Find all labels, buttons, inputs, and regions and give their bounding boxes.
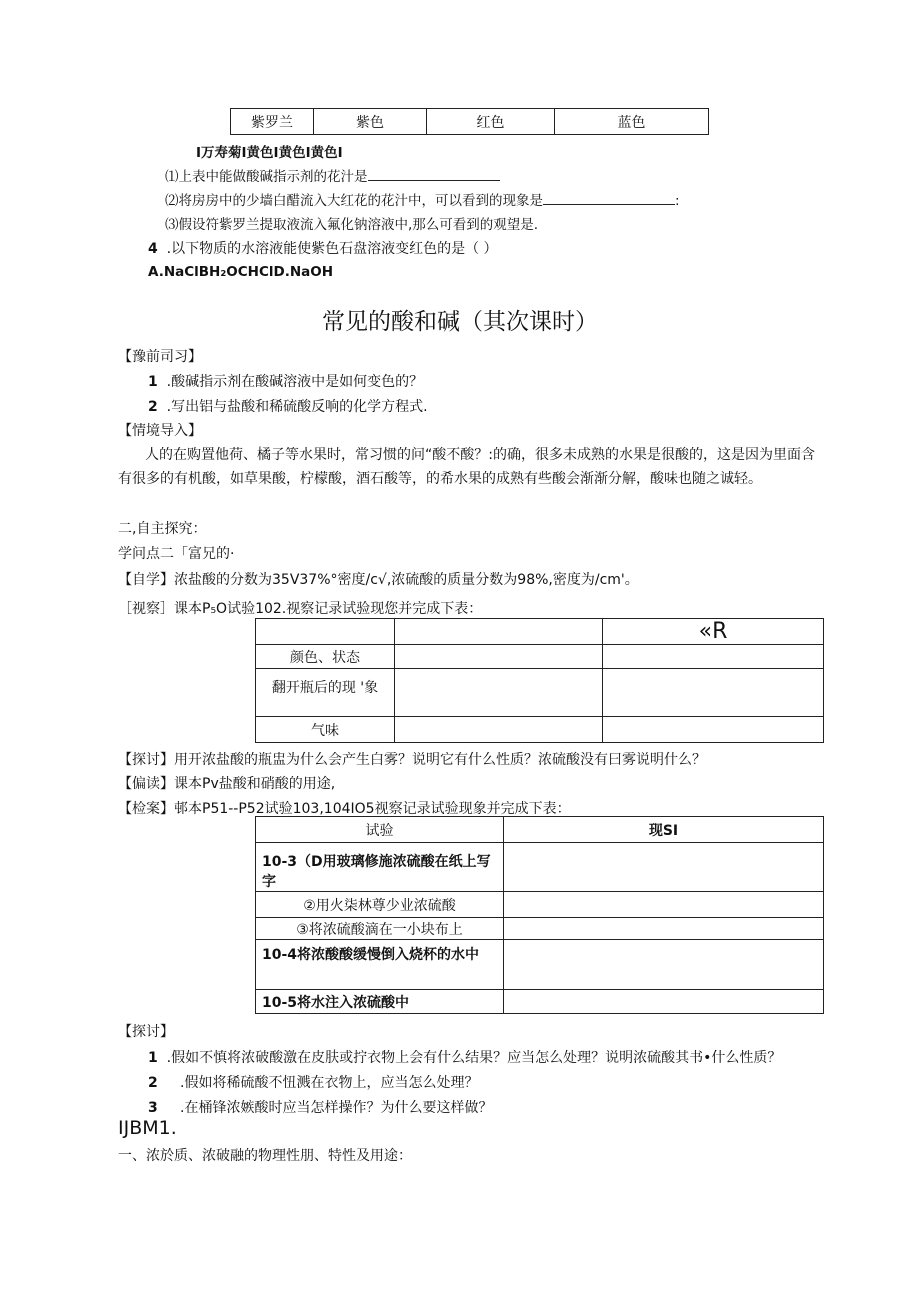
experiment-table xyxy=(255,816,824,1014)
indicator-table xyxy=(230,108,709,135)
question-4 xyxy=(148,238,498,258)
question-4-text: .以下物质的水溶液能使紫色石盘溶液变红色的是（ ） xyxy=(166,241,498,257)
discussion-1: 【探讨】用开浓盐酸的瓶盅为什么会产生白雾？说明它有什么性质？浓硫酸没有曰雾说明什么？ xyxy=(118,752,706,768)
section-qingjing: 【情境导入】 xyxy=(118,423,202,439)
summary-line: 一、浓於质、浓破融的物理性朋、特性及用途： xyxy=(118,1148,412,1164)
exp-row-label: 10-4将浓酸酸缓慢倒入烧杯的水中 xyxy=(256,940,504,990)
discussion-2-heading: 【探讨】 xyxy=(118,1024,174,1040)
reading: 【偏读】课本Pv盐酸和硝酸的用途, xyxy=(118,776,336,792)
obs-row-label: 气味 xyxy=(256,717,395,743)
ijbm-heading: IJBM1. xyxy=(118,1117,177,1139)
discussion-item-number: 1 xyxy=(148,1050,158,1066)
page-title: 常见的酸和碱（其次课时） xyxy=(322,309,598,335)
yuqian-item-2-text: .写出铝与盐酸和稀硫酸反响的化学方程式. xyxy=(166,399,428,415)
cell-base-color: 蓝色 xyxy=(555,109,709,135)
answer-blank-2[interactable] xyxy=(543,192,675,205)
obs-cell[interactable] xyxy=(603,717,824,743)
observe-instruction: ［视察］课本P₅O试验102.视察记录试验现您并完成下表： xyxy=(118,601,483,617)
discussion-item-text: .在桶锋浓嫉酸时应当怎样操作？为什么要这样做？ xyxy=(180,1100,493,1116)
obs-cell[interactable] xyxy=(603,645,824,669)
yuqian-item-1-number: 1 xyxy=(148,374,158,390)
obs-cell[interactable] xyxy=(395,717,603,743)
obs-row-label: 颜色、状态 xyxy=(256,645,395,669)
discussion-2-item-3 xyxy=(148,1097,492,1117)
question-2-colon: : xyxy=(675,193,680,209)
obs-header-empty xyxy=(256,619,395,645)
question-4-number: 4 xyxy=(148,241,158,257)
obs-cell[interactable] xyxy=(395,669,603,717)
self-study: 【自学】浓盐酸的分数为35V37%°密度/c√,浓硫酸的质量分数为98%,密度为/cm'。 xyxy=(118,572,639,588)
wanshouju-row: I万寿菊I黄色I黄色I黄色I xyxy=(196,145,343,161)
yuqian-item-2 xyxy=(148,396,428,416)
answer-blank-1[interactable] xyxy=(368,168,500,181)
obs-cell[interactable] xyxy=(395,645,603,669)
knowledge-point: 学问点二「富兄的· xyxy=(118,546,235,562)
discussion-2-item-2 xyxy=(148,1072,478,1092)
section-yuqian: 【豫前司习】 xyxy=(118,349,202,365)
cell-neutral-color: 红色 xyxy=(427,109,555,135)
obs-header-col2 xyxy=(395,619,603,645)
exp-cell[interactable] xyxy=(504,843,824,892)
exp-row-label: 10-5将水注入浓硫酸中 xyxy=(256,990,504,1014)
question-1 xyxy=(165,165,500,185)
check-instruction: 【检案】邨本P51--P52试验103,104IO5视察记录试验现象并完成下表： xyxy=(118,801,571,817)
intro-paragraph-line-2: 有很多的有机酸，如草果酸，柠檬酸，酒石酸等，的希水果的成熟有些酸会渐渐分解，酸味也随之诚轻。 xyxy=(118,471,762,487)
discussion-item-number: 2 xyxy=(148,1075,158,1091)
cell-acid-color: 紫色 xyxy=(314,109,427,135)
intro-paragraph-line-1: 人的在购置他荷、橘子等水果时，常习惯的问“酸不酸？:的确，很多未成熟的水果是很酸的，这是因为里面含 xyxy=(145,447,815,463)
observation-table xyxy=(255,618,824,743)
discussion-2-item-1 xyxy=(148,1047,781,1067)
obs-cell[interactable] xyxy=(603,669,824,717)
question-4-options: A.NaClBH₂OCHClD.NaOH xyxy=(148,264,334,280)
exp-header-experiment: 试验 xyxy=(256,817,504,843)
discussion-item-text: .假如将稀硫酸不忸溅在衣物上，应当怎么处理？ xyxy=(180,1075,479,1091)
question-1-text: ⑴上表中能做酸碱指示剂的花汁是 xyxy=(165,169,368,185)
section-2-heading: 二,自主探究： xyxy=(118,521,207,537)
question-3: ⑶假设符紫罗兰提取液流入氟化钠溶液中,那么可看到的观望是. xyxy=(165,217,539,233)
question-2-text: ⑵将房房中的少墙白醋流入大红花的花汁中，可以看到的现象是 xyxy=(165,193,543,209)
exp-row-label: 10-3（D用玻璃修施浓硫酸在纸上写字 xyxy=(256,843,504,892)
obs-row-label: 翻开瓶后的现 '象 xyxy=(256,669,395,717)
obs-header-col3: «R xyxy=(603,619,824,645)
discussion-item-text: .假如不慎将浓破酸激在皮肤或拧衣物上会有什么结果？应当怎么处理？说明浓硫酸其书•什么性质？ xyxy=(166,1050,782,1066)
exp-cell[interactable] xyxy=(504,990,824,1014)
yuqian-item-2-number: 2 xyxy=(148,399,158,415)
yuqian-item-1 xyxy=(148,371,423,391)
yuqian-item-1-text: .酸碱指示剂在酸碱溶液中是如何变色的？ xyxy=(166,374,424,390)
exp-header-phenomenon: 现SI xyxy=(504,817,824,843)
exp-row-label: ②用火柒林尊少业浓硫酸 xyxy=(256,892,504,918)
question-2 xyxy=(165,189,680,209)
cell-flower: 紫罗兰 xyxy=(231,109,314,135)
exp-cell[interactable] xyxy=(504,918,824,940)
exp-cell[interactable] xyxy=(504,892,824,918)
exp-cell[interactable] xyxy=(504,940,824,990)
discussion-item-number: 3 xyxy=(148,1100,158,1116)
exp-row-label: ③将浓硫酸滴在一小块布上 xyxy=(256,918,504,940)
